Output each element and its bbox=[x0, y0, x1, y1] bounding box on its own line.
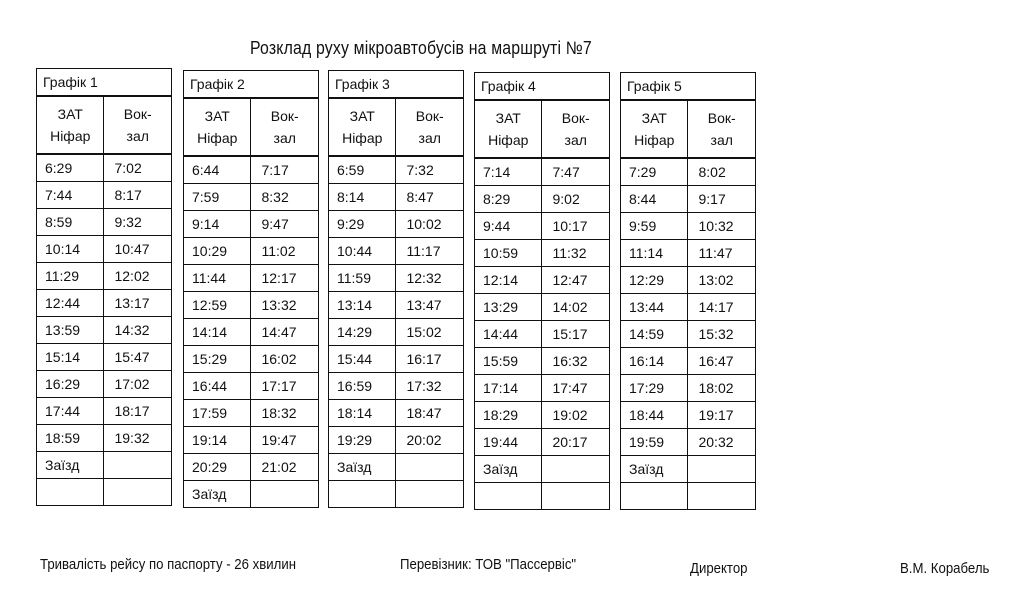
table-row bbox=[475, 402, 610, 429]
departure-zat-nifar: 17:59 bbox=[184, 400, 251, 427]
departure-vokzal: 18:47 bbox=[396, 400, 464, 427]
departure-vokzal: 7:47 bbox=[542, 158, 610, 186]
table-row bbox=[621, 402, 756, 429]
departure-zat-nifar: 9:44 bbox=[475, 213, 542, 240]
departure-zat-nifar: 8:29 bbox=[475, 186, 542, 213]
departure-zat-nifar: 17:44 bbox=[37, 398, 104, 425]
departure-zat-nifar: 16:44 bbox=[184, 373, 251, 400]
table-row bbox=[621, 158, 756, 186]
director-name: В.М. Корабель bbox=[900, 560, 990, 577]
departure-vokzal bbox=[542, 456, 610, 483]
schedule-rows bbox=[329, 156, 464, 508]
departure-vokzal: 7:32 bbox=[396, 156, 464, 184]
departure-zat-nifar: 14:59 bbox=[621, 321, 688, 348]
departure-vokzal: 9:17 bbox=[688, 186, 756, 213]
schedule-rows bbox=[184, 156, 319, 508]
departure-vokzal: 15:02 bbox=[396, 319, 464, 346]
departure-vokzal: 17:47 bbox=[542, 375, 610, 402]
director-title: Директор bbox=[690, 560, 748, 577]
table-row bbox=[329, 373, 464, 400]
departure-zat-nifar: 12:44 bbox=[37, 290, 104, 317]
table-row bbox=[475, 321, 610, 348]
departure-vokzal: 20:02 bbox=[396, 427, 464, 454]
table-row bbox=[37, 209, 172, 236]
schedule-table-1 bbox=[36, 68, 172, 506]
departure-vokzal: 13:02 bbox=[688, 267, 756, 294]
stop-header-zat-nifar: ЗАТ Ніфар bbox=[184, 98, 251, 156]
table-row bbox=[621, 456, 756, 483]
departure-vokzal: 11:32 bbox=[542, 240, 610, 267]
table-row bbox=[184, 319, 319, 346]
table-row bbox=[329, 156, 464, 184]
table-row bbox=[621, 429, 756, 456]
departure-vokzal: 12:17 bbox=[251, 265, 319, 292]
schedule-label: Графік 3 bbox=[329, 71, 464, 99]
stop-header-zat-nifar: ЗАТ Ніфар bbox=[37, 96, 104, 154]
departure-zat-nifar: 18:59 bbox=[37, 425, 104, 452]
departure-vokzal: 7:17 bbox=[251, 156, 319, 184]
departure-zat-nifar: 12:29 bbox=[621, 267, 688, 294]
departure-zat-nifar: 14:29 bbox=[329, 319, 396, 346]
table-row bbox=[37, 344, 172, 371]
departure-vokzal: 15:17 bbox=[542, 321, 610, 348]
table-row bbox=[621, 348, 756, 375]
schedule-rows bbox=[621, 158, 756, 510]
departure-vokzal: 14:02 bbox=[542, 294, 610, 321]
departure-vokzal: 13:32 bbox=[251, 292, 319, 319]
table-row bbox=[184, 156, 319, 184]
departure-zat-nifar: 16:59 bbox=[329, 373, 396, 400]
departure-vokzal bbox=[251, 481, 319, 508]
schedule-table-3 bbox=[328, 70, 464, 508]
table-row bbox=[184, 373, 319, 400]
departure-vokzal: 15:47 bbox=[104, 344, 172, 371]
departure-vokzal: 10:02 bbox=[396, 211, 464, 238]
departure-vokzal: 8:47 bbox=[396, 184, 464, 211]
departure-zat-nifar: 16:29 bbox=[37, 371, 104, 398]
departure-zat-nifar: 19:59 bbox=[621, 429, 688, 456]
departure-vokzal: 19:47 bbox=[251, 427, 319, 454]
departure-vokzal: 11:02 bbox=[251, 238, 319, 265]
departure-zat-nifar bbox=[475, 483, 542, 510]
departure-zat-nifar: 7:44 bbox=[37, 182, 104, 209]
departure-vokzal: 9:02 bbox=[542, 186, 610, 213]
departure-zat-nifar: 9:59 bbox=[621, 213, 688, 240]
table-row bbox=[184, 211, 319, 238]
stop-header-vokzal: Вок- зал bbox=[396, 98, 464, 156]
departure-zat-nifar: 19:14 bbox=[184, 427, 251, 454]
table-row bbox=[329, 211, 464, 238]
stop-header-vokzal: Вок- зал bbox=[688, 100, 756, 158]
departure-vokzal: 8:32 bbox=[251, 184, 319, 211]
departure-zat-nifar: 8:14 bbox=[329, 184, 396, 211]
departure-zat-nifar: Заїзд bbox=[621, 456, 688, 483]
departure-vokzal: 17:32 bbox=[396, 373, 464, 400]
table-row bbox=[475, 240, 610, 267]
departure-vokzal bbox=[688, 456, 756, 483]
table-row bbox=[329, 346, 464, 373]
departure-zat-nifar: Заїзд bbox=[37, 452, 104, 479]
departure-vokzal bbox=[688, 483, 756, 510]
stop-header-zat-nifar: ЗАТ Ніфар bbox=[329, 98, 396, 156]
departure-zat-nifar: 13:29 bbox=[475, 294, 542, 321]
departure-zat-nifar: 12:14 bbox=[475, 267, 542, 294]
table-row bbox=[475, 456, 610, 483]
departure-vokzal: 14:32 bbox=[104, 317, 172, 344]
schedule-label: Графік 4 bbox=[475, 73, 610, 101]
departure-vokzal: 7:02 bbox=[104, 154, 172, 182]
table-row bbox=[621, 240, 756, 267]
table-row bbox=[329, 454, 464, 481]
table-row bbox=[37, 317, 172, 344]
departure-zat-nifar: 13:14 bbox=[329, 292, 396, 319]
table-row bbox=[184, 454, 319, 481]
departure-vokzal: 19:17 bbox=[688, 402, 756, 429]
table-row bbox=[37, 425, 172, 452]
table-row bbox=[329, 427, 464, 454]
departure-zat-nifar: 16:14 bbox=[621, 348, 688, 375]
departure-zat-nifar: 14:44 bbox=[475, 321, 542, 348]
table-row bbox=[37, 290, 172, 317]
table-row bbox=[329, 238, 464, 265]
departure-vokzal: 14:17 bbox=[688, 294, 756, 321]
departure-zat-nifar: 13:44 bbox=[621, 294, 688, 321]
departure-zat-nifar: 10:14 bbox=[37, 236, 104, 263]
table-row bbox=[37, 398, 172, 425]
table-row bbox=[37, 182, 172, 209]
departure-vokzal bbox=[396, 454, 464, 481]
departure-vokzal bbox=[104, 479, 172, 506]
departure-vokzal bbox=[396, 481, 464, 508]
table-row bbox=[475, 429, 610, 456]
departure-zat-nifar: 7:59 bbox=[184, 184, 251, 211]
schedule-rows bbox=[37, 154, 172, 506]
departure-vokzal: 15:32 bbox=[688, 321, 756, 348]
departure-vokzal: 18:02 bbox=[688, 375, 756, 402]
departure-zat-nifar: 14:14 bbox=[184, 319, 251, 346]
table-row bbox=[184, 184, 319, 211]
departure-zat-nifar: 7:29 bbox=[621, 158, 688, 186]
departure-zat-nifar bbox=[621, 483, 688, 510]
departure-vokzal: 19:02 bbox=[542, 402, 610, 429]
table-row bbox=[37, 452, 172, 479]
departure-zat-nifar: 6:44 bbox=[184, 156, 251, 184]
departure-zat-nifar: 10:59 bbox=[475, 240, 542, 267]
table-row bbox=[621, 375, 756, 402]
table-row bbox=[184, 238, 319, 265]
departure-vokzal: 9:32 bbox=[104, 209, 172, 236]
departure-zat-nifar: 19:44 bbox=[475, 429, 542, 456]
departure-zat-nifar: 10:29 bbox=[184, 238, 251, 265]
carrier-label: Перевізник: ТОВ "Пассервіс" bbox=[400, 556, 577, 573]
departure-zat-nifar: 17:14 bbox=[475, 375, 542, 402]
table-row bbox=[184, 400, 319, 427]
table-row bbox=[184, 481, 319, 508]
schedule-label: Графік 1 bbox=[37, 69, 172, 97]
table-row bbox=[475, 483, 610, 510]
table-row bbox=[621, 294, 756, 321]
departure-vokzal: 18:32 bbox=[251, 400, 319, 427]
schedule-label: Графік 2 bbox=[184, 71, 319, 99]
schedule-table-2 bbox=[183, 70, 319, 508]
departure-zat-nifar bbox=[329, 481, 396, 508]
table-row bbox=[621, 321, 756, 348]
departure-vokzal: 16:47 bbox=[688, 348, 756, 375]
table-row bbox=[329, 292, 464, 319]
departure-vokzal bbox=[542, 483, 610, 510]
table-row bbox=[37, 236, 172, 263]
stop-header-vokzal: Вок- зал bbox=[104, 96, 172, 154]
schedule-rows bbox=[475, 158, 610, 510]
table-row bbox=[621, 213, 756, 240]
stop-header-vokzal: Вок- зал bbox=[251, 98, 319, 156]
table-row bbox=[37, 371, 172, 398]
table-row bbox=[475, 294, 610, 321]
table-row bbox=[475, 186, 610, 213]
schedule-table-5 bbox=[620, 72, 756, 510]
departure-zat-nifar: Заїзд bbox=[475, 456, 542, 483]
departure-zat-nifar: 9:14 bbox=[184, 211, 251, 238]
table-row bbox=[329, 319, 464, 346]
departure-zat-nifar: 15:44 bbox=[329, 346, 396, 373]
departure-zat-nifar: 10:44 bbox=[329, 238, 396, 265]
table-row bbox=[184, 265, 319, 292]
departure-zat-nifar: 11:29 bbox=[37, 263, 104, 290]
departure-vokzal: 11:47 bbox=[688, 240, 756, 267]
schedule-label: Графік 5 bbox=[621, 73, 756, 101]
table-row bbox=[475, 348, 610, 375]
departure-zat-nifar: 11:14 bbox=[621, 240, 688, 267]
departure-zat-nifar: 9:29 bbox=[329, 211, 396, 238]
departure-vokzal: 12:32 bbox=[396, 265, 464, 292]
departure-zat-nifar: 12:59 bbox=[184, 292, 251, 319]
table-row bbox=[475, 375, 610, 402]
departure-vokzal: 10:17 bbox=[542, 213, 610, 240]
departure-zat-nifar: 18:44 bbox=[621, 402, 688, 429]
departure-zat-nifar: 7:14 bbox=[475, 158, 542, 186]
departure-zat-nifar: 18:29 bbox=[475, 402, 542, 429]
departure-vokzal: 16:32 bbox=[542, 348, 610, 375]
table-row bbox=[184, 292, 319, 319]
departure-zat-nifar: 8:59 bbox=[37, 209, 104, 236]
departure-vokzal: 10:47 bbox=[104, 236, 172, 263]
departure-zat-nifar: 20:29 bbox=[184, 454, 251, 481]
departure-vokzal bbox=[104, 452, 172, 479]
departure-vokzal: 13:47 bbox=[396, 292, 464, 319]
departure-zat-nifar: 11:59 bbox=[329, 265, 396, 292]
departure-vokzal: 16:02 bbox=[251, 346, 319, 373]
table-row bbox=[329, 265, 464, 292]
table-row bbox=[37, 479, 172, 506]
departure-zat-nifar: 19:29 bbox=[329, 427, 396, 454]
departure-vokzal: 12:02 bbox=[104, 263, 172, 290]
departure-vokzal: 20:32 bbox=[688, 429, 756, 456]
table-row bbox=[329, 481, 464, 508]
departure-vokzal: 19:32 bbox=[104, 425, 172, 452]
schedule-table-4 bbox=[474, 72, 610, 510]
departure-zat-nifar: 17:29 bbox=[621, 375, 688, 402]
table-row bbox=[621, 186, 756, 213]
stop-header-zat-nifar: ЗАТ Ніфар bbox=[475, 100, 542, 158]
departure-zat-nifar bbox=[37, 479, 104, 506]
departure-vokzal: 11:17 bbox=[396, 238, 464, 265]
departure-vokzal: 12:47 bbox=[542, 267, 610, 294]
table-row bbox=[329, 400, 464, 427]
departure-zat-nifar: Заїзд bbox=[329, 454, 396, 481]
departure-vokzal: 8:02 bbox=[688, 158, 756, 186]
table-row bbox=[37, 263, 172, 290]
table-row bbox=[329, 184, 464, 211]
page-title: Розклад руху мікроавтобусів на маршруті №7 bbox=[250, 38, 592, 58]
departure-zat-nifar: 18:14 bbox=[329, 400, 396, 427]
trip-duration-note: Тривалість рейсу по паспорту - 26 хвилин bbox=[40, 556, 297, 573]
departure-zat-nifar: 11:44 bbox=[184, 265, 251, 292]
departure-vokzal: 16:17 bbox=[396, 346, 464, 373]
departure-vokzal: 17:17 bbox=[251, 373, 319, 400]
table-row bbox=[621, 483, 756, 510]
table-row bbox=[37, 154, 172, 182]
departure-vokzal: 21:02 bbox=[251, 454, 319, 481]
departure-zat-nifar: 15:59 bbox=[475, 348, 542, 375]
departure-vokzal: 18:17 bbox=[104, 398, 172, 425]
departure-vokzal: 13:17 bbox=[104, 290, 172, 317]
departure-zat-nifar: 15:14 bbox=[37, 344, 104, 371]
table-row bbox=[184, 427, 319, 454]
departure-vokzal: 14:47 bbox=[251, 319, 319, 346]
departure-vokzal: 10:32 bbox=[688, 213, 756, 240]
departure-zat-nifar: 15:29 bbox=[184, 346, 251, 373]
departure-zat-nifar: 13:59 bbox=[37, 317, 104, 344]
departure-vokzal: 9:47 bbox=[251, 211, 319, 238]
departure-zat-nifar: 6:59 bbox=[329, 156, 396, 184]
stop-header-vokzal: Вок- зал bbox=[542, 100, 610, 158]
departure-zat-nifar: 6:29 bbox=[37, 154, 104, 182]
table-row bbox=[475, 213, 610, 240]
table-row bbox=[475, 158, 610, 186]
departure-vokzal: 17:02 bbox=[104, 371, 172, 398]
departure-vokzal: 20:17 bbox=[542, 429, 610, 456]
stop-header-zat-nifar: ЗАТ Ніфар bbox=[621, 100, 688, 158]
table-row bbox=[475, 267, 610, 294]
departure-vokzal: 8:17 bbox=[104, 182, 172, 209]
departure-zat-nifar: 8:44 bbox=[621, 186, 688, 213]
departure-zat-nifar: Заїзд bbox=[184, 481, 251, 508]
table-row bbox=[184, 346, 319, 373]
table-row bbox=[621, 267, 756, 294]
